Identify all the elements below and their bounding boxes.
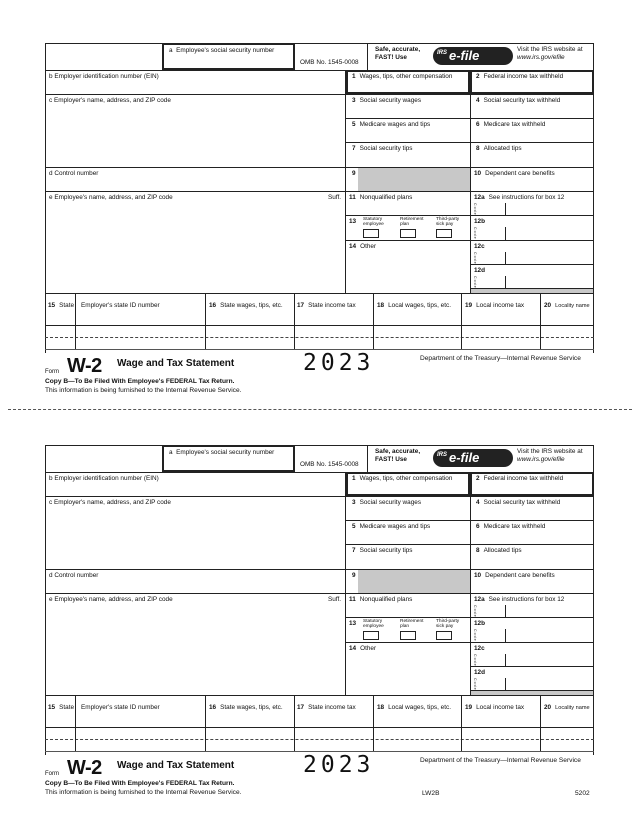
box12b-code-label: C o d e bbox=[473, 629, 477, 641]
box12d-shaded bbox=[471, 289, 593, 293]
box13-label: 13 bbox=[349, 218, 357, 225]
box15-id-label: Employer's state ID number bbox=[81, 704, 160, 711]
omb-number: OMB No. 1545-0008 bbox=[300, 59, 359, 66]
box13-retirement-label: Retirement plan bbox=[400, 217, 424, 227]
omb-number: OMB No. 1545-0008 bbox=[300, 461, 359, 468]
box19-label: 19 Local income tax bbox=[465, 704, 525, 711]
box13-retirement-label: Retirement plan bbox=[400, 619, 424, 629]
box13-statutory-label: Statutory employee bbox=[363, 619, 384, 629]
box12c-label: 12c bbox=[474, 645, 485, 652]
safe-text: Safe, accurate, bbox=[375, 46, 421, 53]
ssn-label: a Employee's social security number bbox=[169, 47, 275, 54]
box9-label: 9 bbox=[352, 170, 356, 177]
box8-label: 8 Allocated tips bbox=[476, 547, 522, 554]
third-party-sick-pay-checkbox[interactable] bbox=[436, 229, 452, 238]
statutory-employee-checkbox[interactable] bbox=[363, 631, 379, 640]
box9-shaded bbox=[358, 570, 470, 593]
box18-label: 18 Local wages, tips, etc. bbox=[377, 704, 451, 711]
department-text: Department of the Treasury—Internal Revenue Service bbox=[420, 355, 581, 362]
ein-label: b Employer identification number (EIN) bbox=[49, 73, 159, 80]
tear-line bbox=[8, 409, 632, 410]
box1-label: 1 Wages, tips, other compensation bbox=[352, 73, 453, 80]
safe-text: Safe, accurate, bbox=[375, 448, 421, 455]
box12d-code-label: C o d e bbox=[473, 276, 477, 288]
box16-label: 16 State wages, tips, etc. bbox=[209, 302, 283, 309]
visit-text: Visit the IRS website at bbox=[517, 46, 583, 53]
box5-label: 5 Medicare wages and tips bbox=[352, 121, 431, 128]
copy-b-text: Copy B—To Be Filed With Employee's FEDERAL Tax Return. bbox=[45, 780, 235, 787]
tax-year: 2023 bbox=[303, 752, 375, 778]
box2-label: 2 Federal income tax withheld bbox=[476, 73, 564, 80]
box12a-label: 12a See instructions for box 12 bbox=[474, 596, 565, 603]
box12b-label: 12b bbox=[474, 218, 486, 225]
box12d-code-label: C o d e bbox=[473, 678, 477, 690]
box7-label: 7 Social security tips bbox=[352, 145, 413, 152]
form-code-5202: 5202 bbox=[575, 790, 590, 797]
ein-label: b Employer identification number (EIN) bbox=[49, 475, 159, 482]
box3-label: 3 Social security wages bbox=[352, 499, 422, 506]
box10-label: 10 Dependent care benefits bbox=[474, 572, 555, 579]
wage-tax-statement: Wage and Tax Statement bbox=[117, 358, 235, 369]
box12d-label: 12d bbox=[474, 669, 486, 676]
box17-label: 17 State income tax bbox=[297, 302, 356, 309]
retirement-plan-checkbox[interactable] bbox=[400, 229, 416, 238]
third-party-sick-pay-checkbox[interactable] bbox=[436, 631, 452, 640]
box12b-code-label: C o d e bbox=[473, 227, 477, 239]
copy-b-text: Copy B—To Be Filed With Employee's FEDERAL Tax Return. bbox=[45, 378, 235, 385]
box20-label: 20 Locality name bbox=[544, 302, 590, 309]
box12d-label: 12d bbox=[474, 267, 486, 274]
box14-label: 14 Other bbox=[349, 243, 377, 250]
fast-text: FAST! Use bbox=[375, 456, 407, 463]
ssn-label: a Employee's social security number bbox=[169, 449, 275, 456]
box17-label: 17 State income tax bbox=[297, 704, 356, 711]
visit-text: Visit the IRS website at bbox=[517, 448, 583, 455]
wage-tax-statement: Wage and Tax Statement bbox=[117, 760, 235, 771]
employee-name-label: e Employee's name, address, and ZIP code bbox=[49, 596, 173, 603]
w2-copy-top bbox=[45, 43, 594, 398]
box6-label: 6 Medicare tax withheld bbox=[476, 523, 546, 530]
irs-efile-logo: IRS e-file bbox=[433, 449, 513, 467]
box3-label: 3 Social security wages bbox=[352, 97, 422, 104]
box11-label: 11 Nonqualified plans bbox=[349, 194, 413, 201]
employer-name-label: c Employer's name, address, and ZIP code bbox=[49, 97, 171, 104]
box19-label: 19 Local income tax bbox=[465, 302, 525, 309]
efile-url: www.irs.gov/efile bbox=[517, 54, 565, 61]
control-number-label: d Control number bbox=[49, 572, 99, 579]
box12a-code-label: C o d e bbox=[473, 203, 477, 215]
form-w2-title: W-2 bbox=[67, 355, 102, 377]
box15-id-label: Employer's state ID number bbox=[81, 302, 160, 309]
furnished-text: This information is being furnished to the Internal Revenue Service. bbox=[45, 789, 242, 796]
tax-year: 2023 bbox=[303, 350, 375, 376]
box15-label: 15 State bbox=[48, 704, 75, 711]
control-number-label: d Control number bbox=[49, 170, 99, 177]
box13-label: 13 bbox=[349, 620, 357, 627]
box13-third-party-label: Third-party sick pay bbox=[436, 619, 460, 629]
box16-label: 16 State wages, tips, etc. bbox=[209, 704, 283, 711]
employee-name-label: e Employee's name, address, and ZIP code bbox=[49, 194, 173, 201]
box9-label: 9 bbox=[352, 572, 356, 579]
box7-label: 7 Social security tips bbox=[352, 547, 413, 554]
box5-label: 5 Medicare wages and tips bbox=[352, 523, 431, 530]
box13-third-party-label: Third-party sick pay bbox=[436, 217, 460, 227]
furnished-text: This information is being furnished to the Internal Revenue Service. bbox=[45, 387, 242, 394]
box12a-label: 12a See instructions for box 12 bbox=[474, 194, 565, 201]
form-word: Form bbox=[45, 369, 59, 375]
suffix-label: Suff. bbox=[328, 194, 342, 201]
box4-label: 4 Social security tax withheld bbox=[476, 499, 561, 506]
efile-url: www.irs.gov/efile bbox=[517, 456, 565, 463]
box12c-code-label: C o d e bbox=[473, 654, 477, 666]
box12c-code-label: C o d e bbox=[473, 252, 477, 264]
retirement-plan-checkbox[interactable] bbox=[400, 631, 416, 640]
employer-name-label: c Employer's name, address, and ZIP code bbox=[49, 499, 171, 506]
box18-label: 18 Local wages, tips, etc. bbox=[377, 302, 451, 309]
box1-label: 1 Wages, tips, other compensation bbox=[352, 475, 453, 482]
box12d-shaded bbox=[471, 691, 593, 695]
w2-copy-bottom bbox=[45, 445, 594, 805]
box12a-code-label: C o d e bbox=[473, 605, 477, 617]
box10-label: 10 Dependent care benefits bbox=[474, 170, 555, 177]
box15-label: 15 State bbox=[48, 302, 75, 309]
suffix-label: Suff. bbox=[328, 596, 342, 603]
box8-label: 8 Allocated tips bbox=[476, 145, 522, 152]
statutory-employee-checkbox[interactable] bbox=[363, 229, 379, 238]
box11-label: 11 Nonqualified plans bbox=[349, 596, 413, 603]
form-code-lw2b: LW2B bbox=[422, 790, 440, 797]
box12c-label: 12c bbox=[474, 243, 485, 250]
box2-label: 2 Federal income tax withheld bbox=[476, 475, 564, 482]
box6-label: 6 Medicare tax withheld bbox=[476, 121, 546, 128]
box9-shaded bbox=[358, 168, 470, 191]
irs-efile-logo: IRS e-file bbox=[433, 47, 513, 65]
department-text: Department of the Treasury—Internal Revenue Service bbox=[420, 757, 581, 764]
form-word: Form bbox=[45, 771, 59, 777]
fast-text: FAST! Use bbox=[375, 54, 407, 61]
box4-label: 4 Social security tax withheld bbox=[476, 97, 561, 104]
box13-statutory-label: Statutory employee bbox=[363, 217, 384, 227]
box12b-label: 12b bbox=[474, 620, 486, 627]
form-w2-title: W-2 bbox=[67, 757, 102, 779]
box20-label: 20 Locality name bbox=[544, 704, 590, 711]
box14-label: 14 Other bbox=[349, 645, 377, 652]
